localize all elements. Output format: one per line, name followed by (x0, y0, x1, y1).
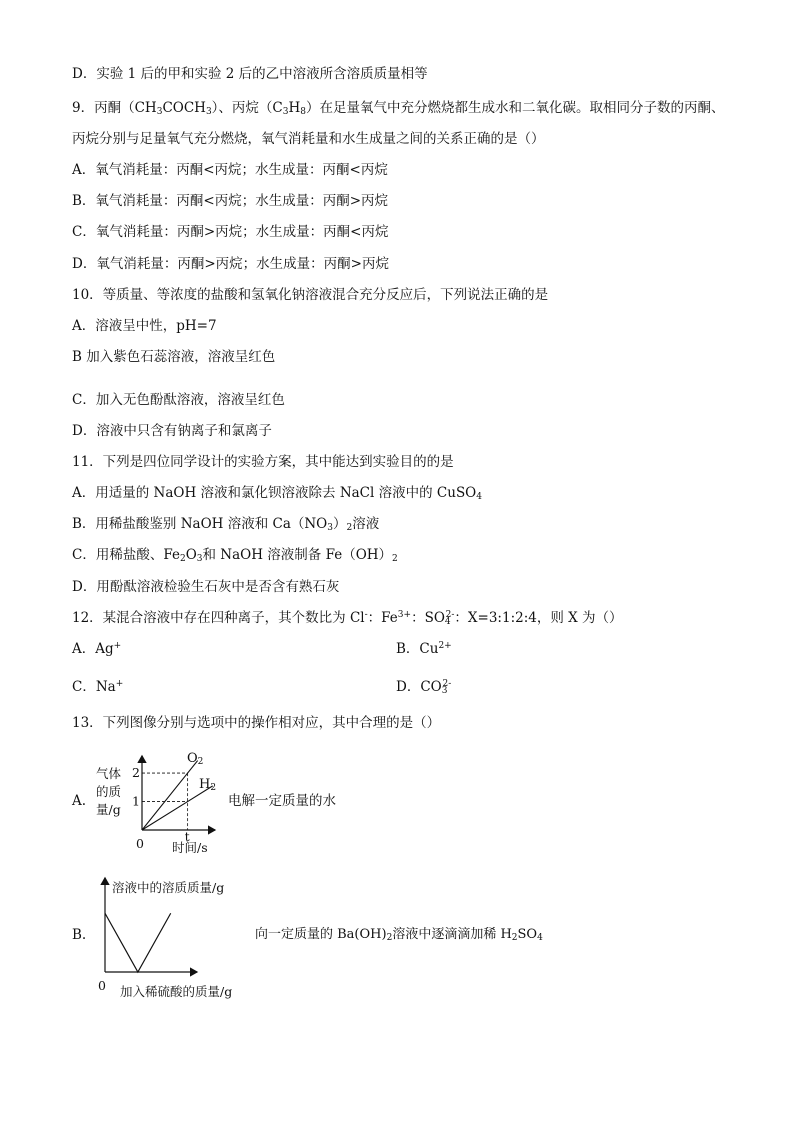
q9-stem-line2: 丙烷分别与足量氧气充分燃烧，氧气消耗量和水生成量之间的关系正确的是（） (72, 131, 545, 147)
q10-option-a: A．溶液呈中性，pH=7 (72, 318, 217, 334)
q9-stem-line1: 9．丙酮$(CH_3COCH_3)$、丙烷$(C_3H_8)$在足量氧气中充分燃烧都生成水和二氧化碳。取相同分子数的丙酮、 (72, 100, 725, 117)
q9-option-a: A．氧气消耗量：丙酮<丙烷；水生成量：丙酮<丙烷 (72, 162, 388, 178)
q11-option-d: D．用酚酞溶液检验生石灰中是否含有熟石灰 (72, 579, 340, 595)
chart-b-neutralization (90, 872, 270, 1004)
chart-a-ylabel-line1: 气体 (96, 766, 122, 781)
q8-option-d: D．实验 1 后的甲和实验 2 后的乙中溶液所含溶质质量相等 (72, 66, 428, 82)
chart-a-electrolysis (90, 748, 230, 858)
q13-option-b-desc: 向一定质量的 $Ba(OH)_2$溶液中逐滴滴加稀 $H_2SO_4$ (255, 927, 543, 943)
chart-a-ytick-2: 2 (132, 765, 140, 781)
chart-b-xlabel: 加入稀硫酸的质量/g (120, 984, 233, 999)
q13-option-a-label: A. (72, 793, 87, 809)
chart-a-ytick-1: 1 (132, 793, 140, 809)
q12-option-b: B．$Cu^{2+}$ (396, 641, 452, 657)
q11-stem: 11．下列是四位同学设计的实验方案，其中能达到实验目的的是 (72, 454, 454, 470)
q12-stem: 12．某混合溶液中存在四种离子，其个数比为 Cl-：$Fe^{3+}$：$SO_4^{2-}$：X=3:1:2:4，则 X 为（） (72, 610, 623, 627)
q12-option-a: A．Ag+ (72, 641, 122, 657)
q9-option-d: D．氧气消耗量：丙酮>丙烷；水生成量：丙酮>丙烷 (72, 256, 389, 272)
chart-a-series-line-1 (142, 786, 213, 830)
chart-a-xlabel: 时间/s (172, 840, 208, 855)
chart-a-xtick-t: t (184, 829, 190, 844)
q13-stem: 13．下列图像分别与选项中的操作相对应，其中合理的是（） (72, 715, 441, 731)
q9-option-c: C．氧气消耗量：丙酮>丙烷；水生成量：丙酮<丙烷 (72, 224, 389, 240)
chart-a-ylabel-line3: 量/g (96, 802, 121, 817)
q9-option-b: B．氧气消耗量：丙酮<丙烷；水生成量：丙酮>丙烷 (72, 193, 389, 209)
chart-a-series-h2-label: $H_2$ (199, 777, 217, 793)
q10-option-b: B 加入紫色石蕊溶液，溶液呈红色 (72, 349, 276, 365)
q13-option-b-label: B. (72, 927, 87, 943)
q11-option-a: A．用适量的 NaOH 溶液和氯化钡溶液除去 NaCl 溶液中的 CuSO$_4$ (72, 485, 482, 502)
q11-option-c: C．用稀盐酸、$Fe_2O_3$和 NaOH 溶液制备 $Fe(OH)_2$ (72, 547, 398, 564)
q10-option-c: C．加入无色酚酞溶液，溶液呈红色 (72, 392, 285, 408)
q13-option-a-desc: 电解一定质量的水 (228, 793, 336, 809)
chart-a-origin: 0 (136, 836, 144, 851)
chart-a-series-line-0 (142, 761, 198, 830)
q12-option-d: D．$CO_3^{2-}$ (396, 679, 452, 696)
q12-option-c: C．Na+ (72, 679, 124, 695)
q10-option-d: D．溶液中只含有钠离子和氯离子 (72, 423, 272, 439)
chart-a-ylabel-line2: 的质 (96, 784, 122, 799)
chart-b-ylabel: 溶液中的溶质质量/g (112, 880, 225, 895)
q10-stem: 10．等质量、等浓度的盐酸和氢氧化钠溶液混合充分反应后，下列说法正确的是 (72, 287, 549, 303)
chart-b-origin: 0 (98, 978, 106, 993)
chart-b-series-line-0 (105, 913, 171, 972)
q11-option-b: B．用稀盐酸鉴别 NaOH 溶液和 $Ca(NO_3)_2$溶液 (72, 516, 380, 533)
chart-a-series-o2-label: $O_2$ (187, 751, 204, 767)
